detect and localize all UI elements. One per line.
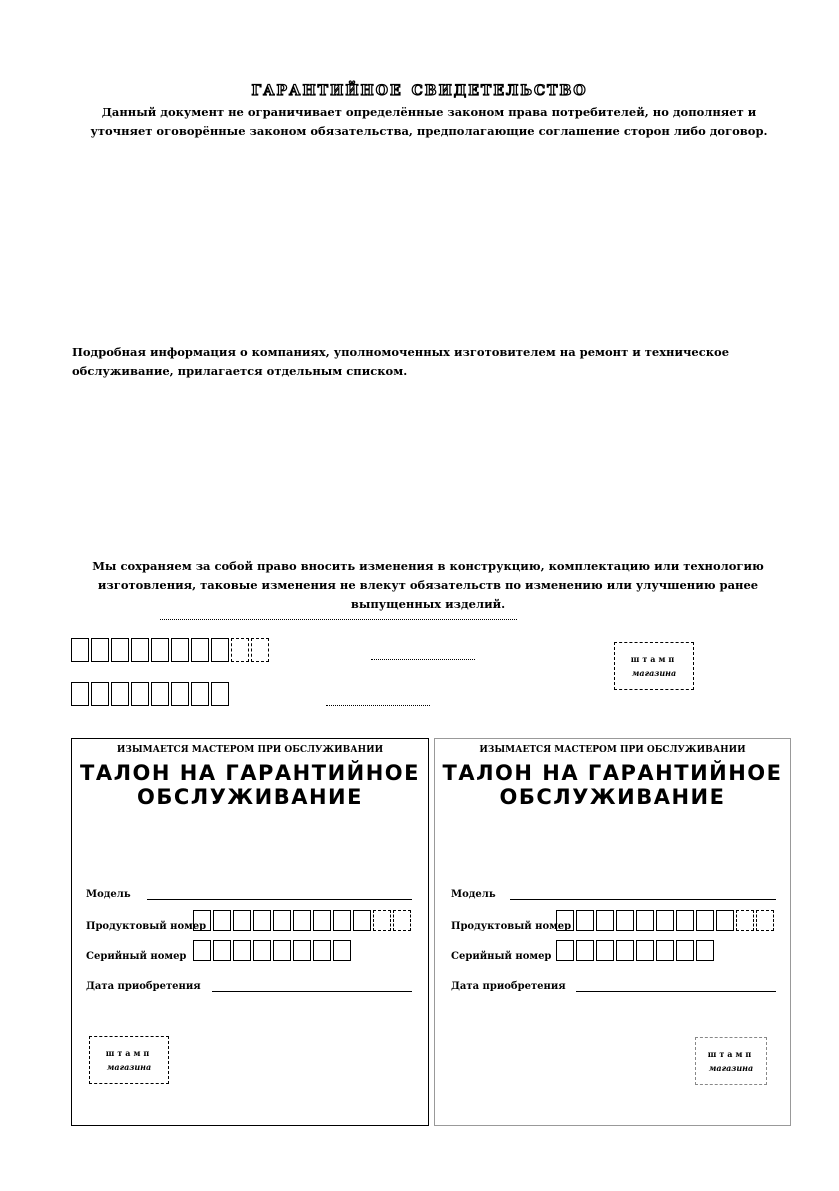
stamp-text: штамп — [630, 654, 678, 664]
digit-cell[interactable] — [576, 940, 594, 961]
digit-cell[interactable] — [213, 910, 231, 931]
digit-cell[interactable] — [696, 940, 714, 961]
digit-cell[interactable] — [576, 910, 594, 931]
rights-paragraph: Мы сохраняем за собой право вносить изменения в конструкцию, комплектацию или технологию изготовления, таковые изменения не влекут обязательств по изменению или улучшению ранее выпущенных изделий. — [92, 559, 764, 611]
product-number-cells[interactable] — [193, 910, 413, 931]
digit-cell[interactable] — [193, 910, 211, 931]
purchase-date-field[interactable] — [212, 991, 412, 992]
digit-cell-optional[interactable] — [251, 638, 269, 662]
product-number-label: Продуктовый номер — [86, 921, 207, 932]
coupon-title — [72, 761, 428, 809]
digit-cell[interactable] — [333, 940, 351, 961]
coupon-title-line2: ОБСЛУЖИВАНИЕ — [137, 785, 363, 809]
coupon-title-line1: ТАЛОН НА ГАРАНТИЙНОЕ — [80, 761, 420, 785]
digit-cell[interactable] — [636, 940, 654, 961]
digit-cell[interactable] — [253, 940, 271, 961]
withdraw-note: ИЗЫМАЕТСЯ МАСТЕРОМ ПРИ ОБСЛУЖИВАНИИ — [479, 745, 746, 755]
purchase-date-field[interactable] — [576, 991, 776, 992]
digit-cell[interactable] — [353, 910, 371, 931]
model-line[interactable] — [160, 619, 517, 620]
digit-cell[interactable] — [273, 910, 291, 931]
digit-cell-optional[interactable] — [756, 910, 774, 931]
withdraw-note: ИЗЫМАЕТСЯ МАСТЕРОМ ПРИ ОБСЛУЖИВАНИИ — [116, 745, 384, 755]
digit-cell[interactable] — [71, 638, 89, 662]
coupon-title-line1: ТАЛОН НА ГАРАНТИЙНОЕ — [442, 761, 783, 785]
digit-cell[interactable] — [111, 682, 129, 706]
digit-cell[interactable] — [273, 940, 291, 961]
coupon-title-line2: ОБСЛУЖИВАНИЕ — [499, 785, 726, 809]
serial-number-cells[interactable] — [556, 940, 716, 961]
digit-cell[interactable] — [656, 910, 674, 931]
digit-cell[interactable] — [131, 682, 149, 706]
digit-cell[interactable] — [656, 940, 674, 961]
digit-cell[interactable] — [191, 638, 209, 662]
store-stamp-box — [89, 1036, 169, 1084]
digit-cell[interactable] — [313, 940, 331, 961]
digit-cell[interactable] — [233, 910, 251, 931]
date-line[interactable] — [371, 659, 475, 660]
digit-cell[interactable] — [676, 910, 694, 931]
model-label: Модель — [86, 889, 131, 900]
digit-cell[interactable] — [233, 940, 251, 961]
digit-cell[interactable] — [636, 910, 654, 931]
document-title: гарантийное свидетельство — [251, 76, 588, 100]
stamp-subtext: магазина — [708, 1063, 754, 1073]
digit-cell[interactable] — [556, 940, 574, 961]
digit-cell[interactable] — [151, 682, 169, 706]
model-label: Модель — [451, 889, 496, 900]
digit-cell[interactable] — [333, 910, 351, 931]
digit-cell[interactable] — [111, 638, 129, 662]
digit-cell[interactable] — [211, 638, 229, 662]
digit-cell[interactable] — [716, 910, 734, 931]
digit-cell[interactable] — [91, 638, 109, 662]
product-number-label: Продуктовый номер — [451, 921, 572, 932]
digit-cell[interactable] — [616, 910, 634, 931]
service-info-paragraph: Подробная информация о компаниях, уполномоченных изготовителем на ремонт и техническое обслуживание, прилагается отдельным списком. — [72, 345, 730, 378]
digit-cell[interactable] — [91, 682, 109, 706]
digit-cell[interactable] — [151, 638, 169, 662]
digit-cell[interactable] — [71, 682, 89, 706]
digit-cell[interactable] — [171, 638, 189, 662]
serial-number-cells[interactable] — [71, 682, 231, 706]
digit-cell[interactable] — [213, 940, 231, 961]
digit-cell[interactable] — [556, 910, 574, 931]
warranty-coupon-2 — [434, 738, 791, 1126]
digit-cell[interactable] — [596, 910, 614, 931]
stamp-text: штамп — [707, 1049, 755, 1059]
digit-cell[interactable] — [293, 940, 311, 961]
digit-cell[interactable] — [293, 910, 311, 931]
digit-cell[interactable] — [211, 682, 229, 706]
digit-cell-optional[interactable] — [373, 910, 391, 931]
warranty-coupon-1 — [71, 738, 429, 1126]
digit-cell[interactable] — [616, 940, 634, 961]
coupon-title — [435, 761, 790, 809]
digit-cell[interactable] — [191, 682, 209, 706]
store-stamp-box — [614, 642, 694, 690]
intro-paragraph: Данный документ не ограничивает определённые законом права потребителей, но дополняет и уточняет оговорённые законом обязательства, предполагающие соглашение сторон либо договор. — [90, 105, 768, 138]
signature-line[interactable] — [326, 705, 430, 706]
stamp-text: штамп — [105, 1048, 153, 1058]
digit-cell[interactable] — [193, 940, 211, 961]
digit-cell[interactable] — [253, 910, 271, 931]
digit-cell-optional[interactable] — [393, 910, 411, 931]
stamp-subtext: магазина — [631, 668, 677, 678]
digit-cell-optional[interactable] — [736, 910, 754, 931]
serial-number-label: Серийный номер — [86, 951, 187, 962]
digit-cell[interactable] — [131, 638, 149, 662]
model-field[interactable] — [510, 899, 776, 900]
digit-cell[interactable] — [171, 682, 189, 706]
purchase-date-label: Дата приобретения — [451, 981, 566, 992]
model-field[interactable] — [147, 899, 412, 900]
digit-cell-optional[interactable] — [231, 638, 249, 662]
digit-cell[interactable] — [676, 940, 694, 961]
purchase-date-label: Дата приобретения — [86, 981, 201, 992]
digit-cell[interactable] — [596, 940, 614, 961]
store-stamp-box — [695, 1037, 767, 1085]
serial-number-cells[interactable] — [193, 940, 353, 961]
serial-number-label: Серийный номер — [451, 951, 552, 962]
stamp-subtext: магазина — [106, 1062, 152, 1072]
digit-cell[interactable] — [696, 910, 714, 931]
product-number-cells[interactable] — [71, 638, 271, 662]
product-number-cells[interactable] — [556, 910, 776, 931]
digit-cell[interactable] — [313, 910, 331, 931]
